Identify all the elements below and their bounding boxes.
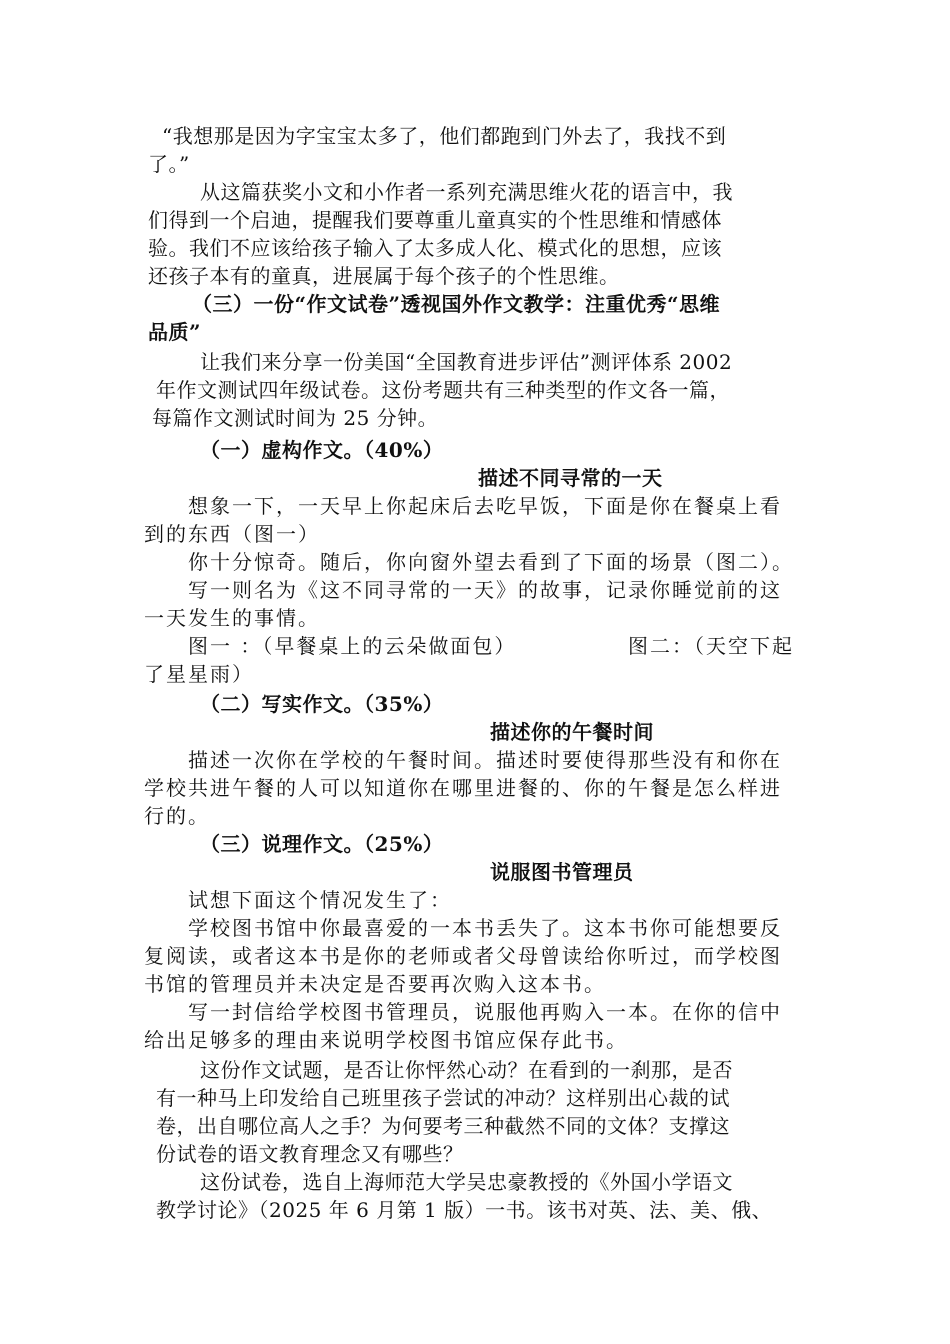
part-3-p3-line-2: 给出足够多的理由来说明学校图书馆应保存此书。 xyxy=(144,1028,628,1052)
reflect-line-3: 卷，出自哪位高人之手？为何要考三种截然不同的文体？支撑这 xyxy=(156,1114,730,1138)
section-3-heading-line-1: （三）一份“作文试卷”透视国外作文教学：注重优秀“思维 xyxy=(192,292,721,316)
inspire-line-3: 验。我们不应该给孩子输入了太多成人化、模式化的思想，应该 xyxy=(148,236,722,260)
source-line-2: 教学讨论》（2025 年 6 月第 1 版）一书。该书对英、法、美、俄、 xyxy=(156,1198,773,1222)
source-line-1: 这份试卷，选自上海师范大学吴忠豪教授的《外国小学语文 xyxy=(200,1170,733,1194)
reflect-line-4: 份试卷的语文教育理念又有哪些？ xyxy=(156,1142,464,1166)
part-2-heading: （二）写实作文。（35%） xyxy=(200,692,444,716)
part-1-title: 描述不同寻常的一天 xyxy=(478,466,663,490)
part-1-heading: （一）虚构作文。（40%） xyxy=(200,438,444,462)
part-2-p1-line-1: 描述一次你在学校的午餐时间。描述时要使得那些没有和你在 xyxy=(188,748,782,772)
part-3-p2-line-2: 复阅读，或者这本书是你的老师或者父母曾读给你听过，而学校图 xyxy=(144,944,782,968)
share-line-2: 年作文测试四年级试卷。这份考题共有三种类型的作文各一篇， xyxy=(156,378,730,402)
quote-line-2: 了。” xyxy=(148,152,190,176)
section-3-heading-line-2: 品质” xyxy=(148,320,202,344)
share-line-1: 让我们来分享一份美国“全国教育进步评估”测评体系 2002 xyxy=(200,350,733,374)
part-3-p2-line-3: 书馆的管理员并未决定是否要再次购入这本书。 xyxy=(144,972,606,996)
part-2-title: 描述你的午餐时间 xyxy=(490,720,654,744)
figure-1-caption: 图一 ：（早餐桌上的云朵做面包） xyxy=(188,634,517,658)
part-3-title: 说服图书管理员 xyxy=(490,860,634,884)
reflect-line-1: 这份作文试题，是否让你怦然心动？在看到的一刹那，是否 xyxy=(200,1058,733,1082)
part-1-p3-line-1: 写一则名为《这不同寻常的一天》的故事，记录你睡觉前的这 xyxy=(188,578,782,602)
part-2-p1-line-2: 学校共进午餐的人可以知道你在哪里进餐的、你的午餐是怎么样进 xyxy=(144,776,782,800)
part-1-p3-line-2: 一天发生的事情。 xyxy=(144,606,320,630)
part-3-heading: （三）说理作文。（25%） xyxy=(200,832,444,856)
reflect-line-2: 有一种马上印发给自己班里孩子尝试的冲动？这样别出心裁的试 xyxy=(156,1086,730,1110)
share-line-3: 每篇作文测试时间为 25 分钟。 xyxy=(152,406,439,430)
part-3-p2-line-1: 学校图书馆中你最喜爱的一本书丢失了。这本书你可能想要反 xyxy=(188,916,782,940)
part-2-p1-line-3: 行的。 xyxy=(144,804,210,828)
part-1-p2-line-1: 你十分惊奇。随后，你向窗外望去看到了下面的场景（图二）。 xyxy=(188,550,794,574)
inspire-line-2: 们得到一个启迪，提醒我们要尊重儿童真实的个性思维和情感体 xyxy=(148,208,722,232)
part-1-p1-line-1: 想象一下，一天早上你起床后去吃早饭，下面是你在餐桌上看 xyxy=(188,494,782,518)
part-3-p1-line-1: 试想下面这个情况发生了： xyxy=(188,888,452,912)
inspire-line-1: 从这篇获奖小文和小作者一系列充满思维火花的语言中，我 xyxy=(200,180,733,204)
figure-2-caption-cont: 了星星雨） xyxy=(144,662,254,686)
quote-line-1: “我想那是因为字宝宝太多了，他们都跑到门外去了，我找不到 xyxy=(162,124,727,148)
part-3-p3-line-1: 写一封信给学校图书管理员，说服他再购入一本。在你的信中 xyxy=(188,1000,782,1024)
part-1-p1-line-2: 到的东西（图一） xyxy=(144,522,320,546)
inspire-line-4: 还孩子本有的童真，进展属于每个孩子的个性思维。 xyxy=(148,264,620,288)
figure-2-caption: 图二：（天空下起 xyxy=(628,634,794,658)
